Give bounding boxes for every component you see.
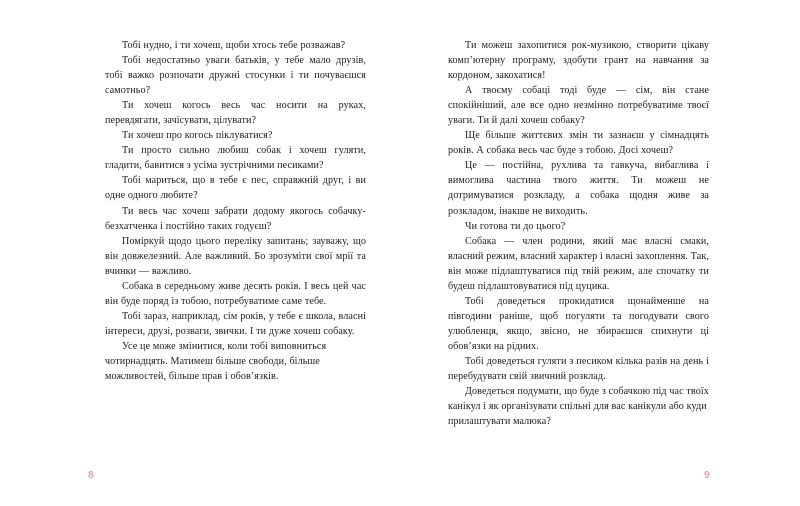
paragraph: Ще більше життєвих змін ти зазнаєш у сімнадцять років. А собака весь час буде з тобою. Досі хочеш? <box>448 130 709 157</box>
paragraph: Тобі зараз, наприклад, сім років, у тебе є школа, власні інтереси, друзі, розваги, звички. І ти дуже хочеш собаку. <box>105 310 366 337</box>
paragraph: Тобі доведеться прокидатися щонайменше на півгодини раніше, щоб погуляти та погодувати свого улюбленця, якщо, звісно, не збираєшся спихнути ці обов’язки на рідних. <box>448 295 709 352</box>
page-number-right: 9 <box>704 468 710 481</box>
paragraph: Ти хочеш когось весь час носити на руках, перевдягати, зачісувати, цілувати? <box>105 100 366 127</box>
page-right-textblock <box>448 38 709 429</box>
paragraph: Собака — член родини, який має власні смаки, власний режим, власний характер і власні захоплення. Так, він може підлаштуватися під твій режим, але спочатку ти будеш підлаштовуватися під цуцика. <box>448 235 709 292</box>
paragraph: Ти весь час хочеш забрати додому якогось собачку-безхатченка і постійно таких годуєш? <box>105 205 366 232</box>
paragraph: Усе це може змінитися, коли тобі виповниться чотирнадцять. Матимеш більше свободи, більше можливостей, більше прав і обов’язків. <box>105 340 327 383</box>
paragraph: Ти можеш захопитися рок-музикою, створити цікаву комп’ютерну програму, здобути грант на навчання за кордоном, закохатися! <box>448 40 709 82</box>
paragraph: Доведеться подумати, що буде з собачкою під час твоїх канікул і як організувати спільні для вас канікули або куди прилаштувати малюка? <box>448 386 709 428</box>
paragraph: Чи готова ти до цього? <box>465 220 566 232</box>
page-left-textblock <box>105 38 366 384</box>
paragraph: Це — постійна, рухлива та гавкуча, вибаглива і вимоглива частина твого життя. Ти можеш не дотримуватися розкладу, а собака щодня живе за розкладом, інакше не виходить. <box>448 160 709 217</box>
paragraph: Собака в середньому живе десять років. І весь цей час він буде поряд із тобою, потребуватиме саме тебе. <box>105 280 366 307</box>
paragraph: А твоєму собаці тоді буде — сім, він стане спокійніший, але все одно незмінно потребуватиме твоєї уваги. Ти й далі хочеш собаку? <box>448 85 709 127</box>
paragraph: Тобі мариться, що в тебе є пес, справжній друг, і ви одне одного любите? <box>105 175 366 202</box>
paragraph: Тобі недостатньо уваги батьків, у тебе мало друзів, тобі важко розпочати дружні стосунки і ти почуваєшся самотньо? <box>105 55 366 97</box>
page-right <box>400 0 800 506</box>
paragraph: Ти просто сильно любиш собак і хочеш гуляти, гладити, бавитися з усіма зустрічними песиками? <box>105 145 366 172</box>
paragraph: Тобі доведеться гуляти з песиком кілька разів на день і перебудувати свій звичний розклад. <box>448 355 709 383</box>
page-number-left: 8 <box>88 468 94 481</box>
paragraph: Поміркуй щодо цього переліку запитань; зауважу, що він довжелезний. Але важливий. Бо зрозуміти свої мрії та вчинки — важливо. <box>105 235 366 277</box>
paragraph: Тобі нудно, і ти хочеш, щоби хтось тебе розважав? <box>122 40 346 51</box>
paragraph: Ти хочеш про когось піклуватися? <box>122 130 273 142</box>
